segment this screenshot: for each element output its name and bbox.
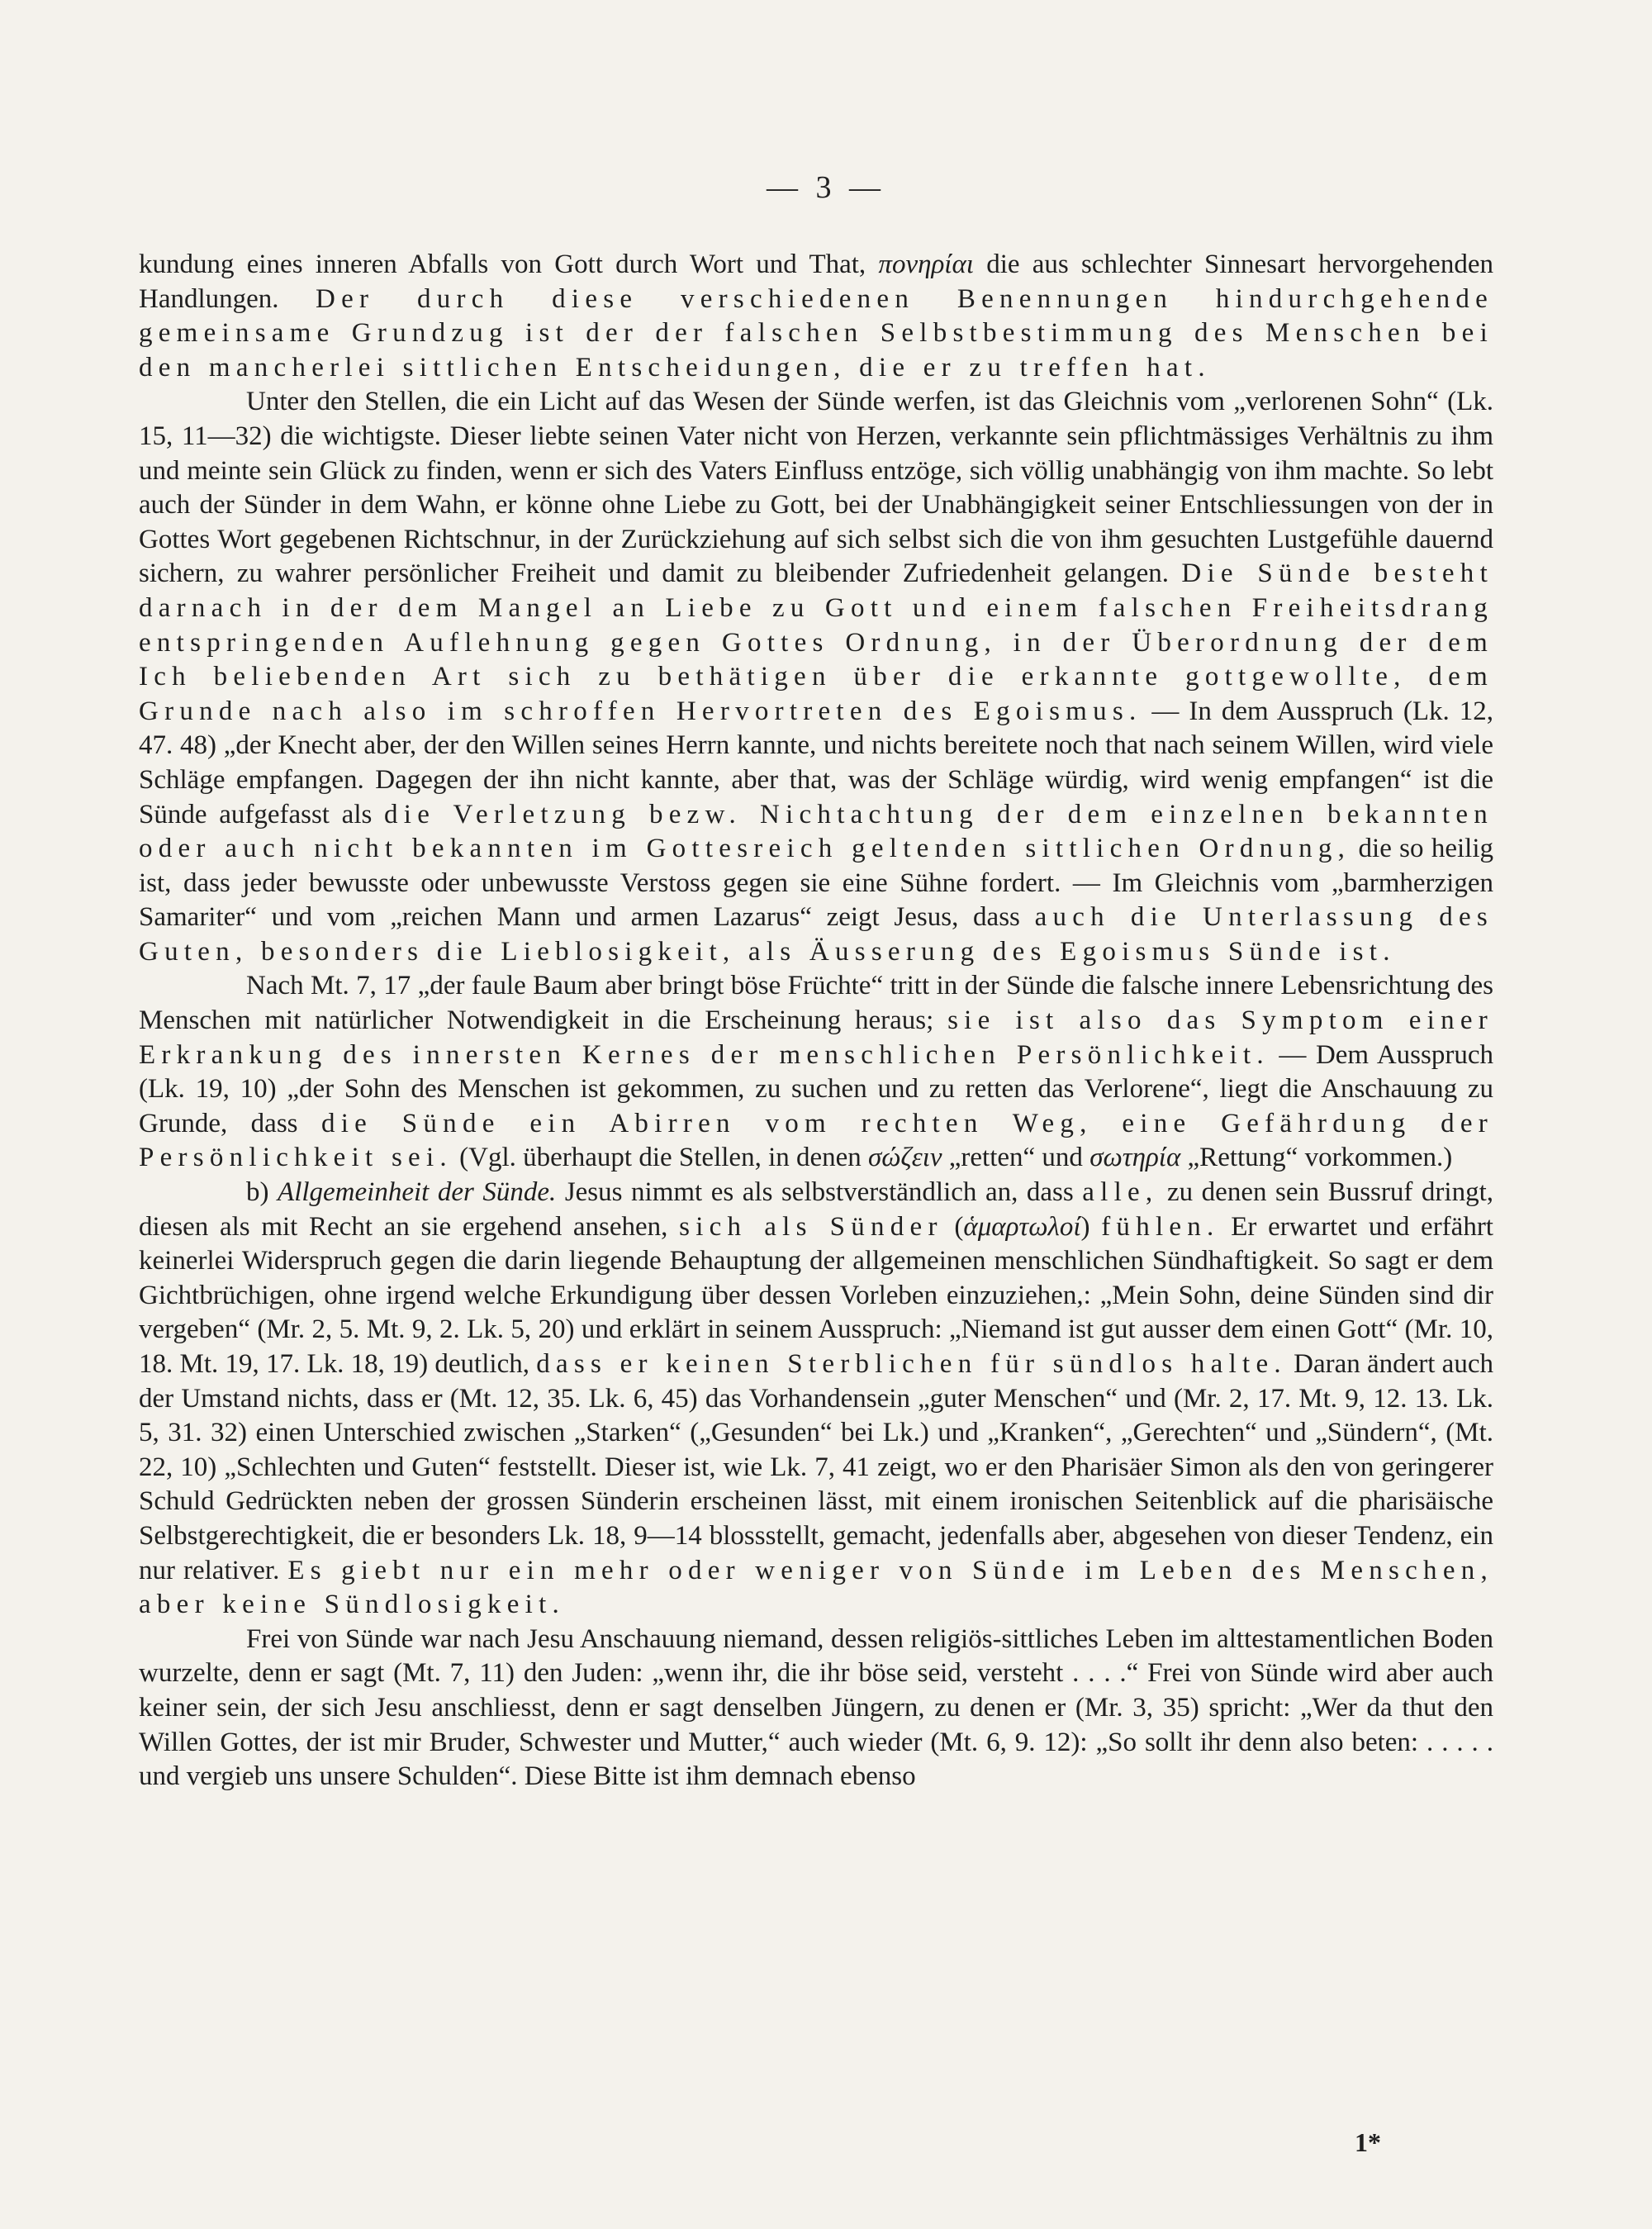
body-text-run: ( xyxy=(942,1211,964,1242)
spaced-emphasis-text: sie ist also das Symptom einer Erkrankung des innersten Kernes der menschlichen Persönlichkeit. xyxy=(139,1005,1493,1070)
body-text-run: — Dem Ausspruch (Lk. 19, 10) „der Sohn des Menschen ist gekommen, zu suchen und zu retten das Verlorene“, liegt die Anschauung zu Grunde, dass xyxy=(139,1039,1493,1138)
spaced-emphasis-text: Der durch diese verschiedenen Benennungen hindurchgehende gemeinsame Grundzug ist der der falschen Selbstbestimmung des Menschen bei den mancherlei sittlichen Entscheidungen, die er zu treffen hat. xyxy=(139,283,1493,383)
italic-text: ἁμαρτωλοί xyxy=(963,1211,1081,1242)
body-text-run: „retten“ und xyxy=(942,1143,1090,1173)
body-text-run: die aus schlechter Sinnesart hervorgehenden Handlungen. xyxy=(139,250,1493,314)
italic-text: σώζειν xyxy=(868,1143,942,1173)
spaced-emphasis-text: dass er keinen Sterblichen für sündlos halte. xyxy=(536,1349,1287,1379)
body-text-run: kundung eines inneren Abfalls von Gott durch Wort und That, xyxy=(139,250,879,279)
signature-mark: 1* xyxy=(1355,2127,1381,2157)
spaced-emphasis-text: Es giebt nur ein mehr oder weniger von Sünde im Leben des Menschen, aber keine Sündlosigkeit. xyxy=(139,1555,1493,1620)
spaced-emphasis-text: die Sünde ein Abirren vom rechten Weg, eine Gefährdung der Persönlichkeit sei. xyxy=(139,1108,1493,1173)
page-number: — 3 — xyxy=(767,170,885,205)
spaced-emphasis-text: alle, xyxy=(1082,1177,1159,1208)
body-text-run: ) xyxy=(1080,1211,1102,1242)
body-text-run: Jesus nimmt es als selbstverständlich an, dass xyxy=(556,1177,1083,1208)
paragraph xyxy=(139,248,1493,385)
body-text-run: Daran ändert auch der Umstand nichts, dass er (Mt. 12, 35. Lk. 6, 45) das Vorhandensein „guter Menschen“ und (Mr. 2, 17. Mt. 9, 12. 13. Lk. 5, 31. 32) einen Unterschied zwischen „Starken“ („Gesunden“ bei Lk.) und „Kranken“, „Gerechten“ und „Sündern“, (Mt. 22, 10) „Schlechten und Guten“ feststellt. Dieser ist, wie Lk. 7, 41 zeigt, wo er den Pharisäer Simon als den von geringerer Schuld Gedrückten neben der grossen Sünderin erscheinen lässt, mit einem ironischen Seitenblick auf die pharisäische Selbstgerechtigkeit, die er besonders Lk. 18, 9—14 blossstellt, gemacht, jedenfalls aber, abgesehen von dieser Tendenz, ein nur relativer. xyxy=(139,1349,1493,1585)
body-text-run: zu denen sein Bussruf dringt, diesen als mit Recht an sie ergehend ansehen, xyxy=(139,1177,1493,1242)
body-text-run: „Rettung“ vorkommen.) xyxy=(1180,1143,1453,1173)
italic-text: σωτηρία xyxy=(1089,1143,1181,1173)
body-text-run: Nach Mt. 7, 17 „der faule Baum aber bringt böse Früchte“ tritt in der Sünde die falsche innere Lebensrichtung des Menschen mit natürlicher Notwendigkeit in die Erscheinung heraus; xyxy=(139,971,1493,1036)
italic-text: πονηρίαι xyxy=(878,250,974,279)
body-text xyxy=(139,248,1493,1794)
body-text-run: (Vgl. überhaupt die Stellen, in denen xyxy=(452,1143,869,1173)
paragraph xyxy=(139,969,1493,1176)
body-text-run: Er erwartet und erfährt keinerlei Widerspruch gegen die darin liegende Behauptung der allgemeinen menschlichen Sündhaftigkeit. So sagt er dem Gichtbrüchigen, ohne irgend welche Erkundigung über dessen Vorleben einzuziehen,: „Mein Sohn, deine Sünden sind dir vergeben“ (Mr. 2, 5. Mt. 9, 2. Lk. 5, 20) und erklärt in seinem Ausspruch: „Niemand ist gut ausser dem einen Gott“ (Mr. 10, 18. Mt. 19, 17. Lk. 18, 19) deutlich, xyxy=(139,1211,1493,1379)
body-text-run: Frei von Sünde war nach Jesu Anschauung niemand, dessen religiös-sittliches Leben im alttestamentlichen Boden wurzelte, denn er sagt (Mt. 7, 11) den Juden: „wenn ihr, die ihr böse seid, versteht . . . .“ Frei von Sünde wird aber auch keiner sein, der sich Jesu anschliesst, denn er sagt denselben Jüngern, zu denen er (Mr. 3, 35) spricht: „Wer da thut den Willen Gottes, der ist mir Bruder, Schwester und Mutter,“ auch wieder (Mt. 6, 9. 12): „So sollt ihr denn also beten: . . . . . und vergieb uns unsere Schulden“. Diese Bitte ist ihm demnach ebenso xyxy=(139,1623,1493,1792)
spaced-emphasis-text: die Verletzung bezw. Nichtachtung der dem einzelnen bekannten oder auch nicht bekannten im Gottesreich geltenden sittlichen Ordnung, xyxy=(139,799,1493,864)
body-text-run: die so heilig ist, dass jeder bewusste oder unbewusste Verstoss gegen sie eine Sühne fordert. — Im Gleichnis vom „barmherzigen Samariter“ und vom „reichen Mann und armen Lazarus“ zeigt Jesus, dass xyxy=(139,834,1494,933)
body-text-run: b) xyxy=(246,1177,278,1208)
spaced-emphasis-text: fühlen. xyxy=(1101,1211,1220,1242)
italic-text: Allgemeinheit der Sünde. xyxy=(278,1177,557,1208)
paragraph xyxy=(139,385,1493,969)
body-text-run: — In dem Ausspruch (Lk. 12, 47. 48) „der Knecht aber, der den Willen seines Herrn kannte, und nichts bereitete noch that nach seinem Willen, wird viele Schläge empfangen. Dagegen der ihn nicht kannte, aber that, was der Schläge würdig, wird wenig empfangen“ ist die Sünde aufgefasst als xyxy=(139,696,1493,829)
spaced-emphasis-text: Die Sünde besteht darnach in der dem Mangel an Liebe zu Gott und einem falschen Freiheitsdrang entspringenden Auflehnung gegen Gottes Ordnung, in der Überordnung der dem Ich beliebenden Art sich zu bethätigen über die erkannte gottgewollte, dem Grunde nach also im schroffen Hervortreten des Egoismus. xyxy=(139,558,1494,726)
spaced-emphasis-text: auch die Unterlassung des Guten, besonders die Lieblosigkeit, als Äusserung des Egoismus Sünde ist. xyxy=(139,902,1493,967)
paragraph xyxy=(139,1623,1493,1794)
paragraph xyxy=(139,1176,1493,1623)
spaced-emphasis-text: sich als Sünder xyxy=(679,1211,943,1242)
body-text-run: Unter den Stellen, die ein Licht auf das Wesen der Sünde werfen, ist das Gleichnis vom „verlorenen Sohn“ (Lk. 15, 11—32) die wichtigste. Dieser liebte seinen Vater nicht von Herzen, verkannte sein pflichtmässiges Verhältnis zu ihm und meinte sein Glück zu finden, wenn er sich des Vaters Einfluss entzöge, sich völlig unabhängig von ihm machte. So lebt auch der Sünder in dem Wahn, er könne ohne Liebe zu Gott, bei der Unabhängigkeit seiner Entschliessungen von der in Gottes Wort gegebenen Richtschnur, in der Zurückziehung auf sich selbst sich die von ihm gesuchten Lustgefühle dauernd sichern, zu wahrer persönlicher Freiheit und damit zu bleibender Zufriedenheit gelangen. xyxy=(139,387,1493,589)
